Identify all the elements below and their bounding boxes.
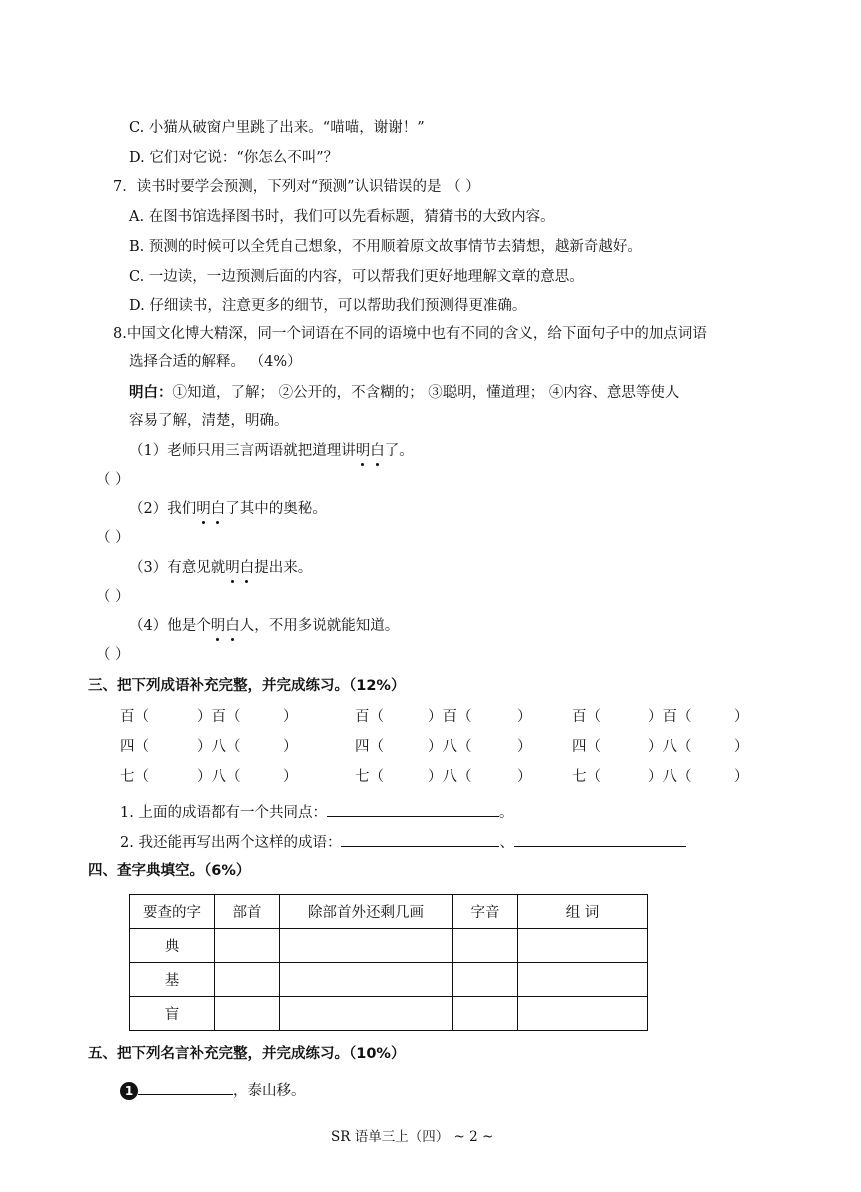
idiom-part: ）百（ [197, 709, 241, 725]
q8-definitions-line2: 容易了解，清楚，明确。 [129, 413, 289, 429]
answer-cell[interactable] [215, 997, 280, 1031]
quote-end: ，泰山移。 [233, 1083, 306, 1099]
q8-stem-line2: 选择合适的解释。 （4%） [129, 354, 302, 370]
section-3-title: 三、把下列成语补充完整，并完成练习。（12%） [88, 678, 406, 694]
q8-sentence-3 [129, 558, 312, 578]
q7-option-b: B. 预测的时候可以全凭自己想象，不用顺着原文故事情节去猜想，越新奇越好。 [129, 239, 642, 255]
answer-blank[interactable] [514, 832, 686, 847]
table-row [130, 997, 648, 1031]
idiom-part: 四（ [120, 739, 149, 755]
answer-cell[interactable] [215, 963, 280, 997]
dotted-char: 白 [370, 443, 385, 459]
answer-blank[interactable] [138, 1080, 233, 1095]
header-cell: 除部首外还剩几画 [280, 895, 453, 929]
idiom-part: ） [283, 739, 298, 755]
sentence-text: 提出来。 [254, 560, 313, 576]
idiom-part: ）八（ [648, 739, 692, 755]
table-row [130, 929, 648, 963]
exercise-text: 2. 我还能再写出两个这样的成语： [120, 835, 342, 851]
answer-cell[interactable] [518, 963, 648, 997]
section-4-title: 四、查字典填空。（6%） [88, 863, 251, 879]
answer-cell[interactable] [280, 997, 453, 1031]
q7-option-d: D. 仔细读书，注意更多的细节，可以帮助我们预测得更准确。 [129, 298, 527, 314]
answer-cell[interactable] [453, 963, 518, 997]
sentence-text: （2）我们 [129, 501, 197, 517]
idiom-part: ）百（ [428, 709, 472, 725]
dotted-char: 明 [225, 560, 240, 576]
q7-option-a: A. 在图书馆选择图书时，我们可以先看标题，猜猜书的大致内容。 [129, 209, 555, 225]
dotted-char: 白 [210, 501, 226, 517]
idiom-part: 七（ [355, 769, 384, 785]
idiom-part: ）八（ [428, 769, 472, 785]
section-5-item-1 [120, 1080, 306, 1101]
circled-number-icon: 1 [120, 1082, 138, 1100]
answer-blank[interactable] [341, 832, 499, 847]
idiom-part: 四（ [355, 739, 384, 755]
answer-cell[interactable] [518, 929, 648, 963]
page-footer: SR 语单三上（四） ~ 2 ~ [331, 1129, 494, 1145]
definition-text-1: ①知道，了解； ②公开的，不含糊的； ③聪明，懂道理； ④内容、意思等使人 [172, 385, 680, 401]
idiom-part: ） [283, 769, 298, 785]
q8-answer-2[interactable]: （ ） [96, 530, 130, 546]
header-cell: 字音 [453, 895, 518, 929]
idiom-part: ）八（ [197, 769, 241, 785]
idiom-part: ）百（ [648, 709, 692, 725]
exercise-end: 。 [498, 805, 514, 821]
idiom-part: 百（ [120, 709, 149, 725]
table-header-row [130, 895, 648, 929]
idiom-part: ） [517, 769, 532, 785]
dotted-char: 明 [355, 443, 371, 459]
dotted-char: 白 [225, 618, 240, 634]
sentence-text: （4）他是个 [129, 618, 211, 634]
answer-cell[interactable] [280, 963, 453, 997]
idiom-part: ）八（ [648, 769, 692, 785]
idiom-part: ） [734, 709, 749, 725]
answer-cell[interactable] [453, 929, 518, 963]
header-cell: 组 词 [518, 895, 648, 929]
idiom-part: ） [734, 769, 749, 785]
dotted-char: 明 [210, 618, 226, 634]
q8-definitions-line1 [129, 383, 679, 403]
sentence-text: 了。 [384, 443, 414, 459]
sentence-text: 了其中的奥秘。 [225, 501, 327, 517]
definition-label: 明白： [129, 385, 173, 401]
blank-separator: 、 [499, 835, 514, 851]
char-cell: 盲 [130, 997, 215, 1031]
idiom-part: 七（ [572, 769, 601, 785]
idiom-part: 四（ [572, 739, 601, 755]
char-cell: 典 [130, 929, 215, 963]
dotted-char: 明 [196, 501, 211, 517]
dictionary-table [129, 894, 648, 1031]
header-cell: 部首 [215, 895, 280, 929]
section-3-exercise-1 [120, 802, 513, 823]
exercise-text: 1. 上面的成语都有一个共同点： [120, 805, 327, 821]
q7-stem: 7．读书时要学会预测，下列对“预测”认识错误的是 （ ） [113, 179, 480, 195]
q6-option-c: C. 小猫从破窗户里跳了出来。“喵喵，谢谢！” [129, 120, 425, 136]
section-3-exercise-2 [120, 832, 686, 853]
table-row [130, 963, 648, 997]
q8-answer-1[interactable]: （ ） [96, 472, 130, 488]
section-5-title: 五、把下列名言补充完整，并完成练习。（10%） [88, 1046, 406, 1062]
q8-sentence-2 [129, 499, 327, 519]
idiom-part: 百（ [572, 709, 601, 725]
answer-cell[interactable] [215, 929, 280, 963]
idiom-part: ） [517, 739, 532, 755]
q7-option-c: C. 一边读，一边预测后面的内容，可以帮我们更好地理解文章的意思。 [129, 269, 584, 285]
idiom-part: ）八（ [197, 739, 241, 755]
q8-answer-4[interactable]: （ ） [96, 647, 130, 663]
idiom-part: ） [734, 739, 749, 755]
idiom-part: ） [283, 709, 298, 725]
q8-stem-line1: 8.中国文化博大精深，同一个词语在不同的语境中也有不同的含义，给下面句子中的加点词语 [113, 326, 707, 342]
q8-sentence-1 [129, 441, 414, 461]
sentence-text: （3）有意见就 [129, 560, 226, 576]
q6-option-d: D. 它们对它说：“你怎么不叫”？ [129, 150, 339, 166]
answer-cell[interactable] [453, 997, 518, 1031]
sentence-text: （1）老师只用三言两语就把道理讲 [129, 443, 356, 459]
answer-cell[interactable] [280, 929, 453, 963]
q8-answer-3[interactable]: （ ） [96, 589, 130, 605]
header-cell: 要查的字 [130, 895, 215, 929]
idiom-part: ）八（ [428, 739, 472, 755]
idiom-part: 七（ [120, 769, 149, 785]
idiom-part: ） [517, 709, 532, 725]
char-cell: 基 [130, 963, 215, 997]
idiom-part: 百（ [355, 709, 384, 725]
dotted-char: 白 [239, 560, 255, 576]
q8-sentence-4 [129, 616, 399, 636]
answer-blank[interactable] [327, 802, 499, 817]
answer-cell[interactable] [518, 997, 648, 1031]
sentence-text: 人，不用多说就能知道。 [239, 618, 400, 634]
